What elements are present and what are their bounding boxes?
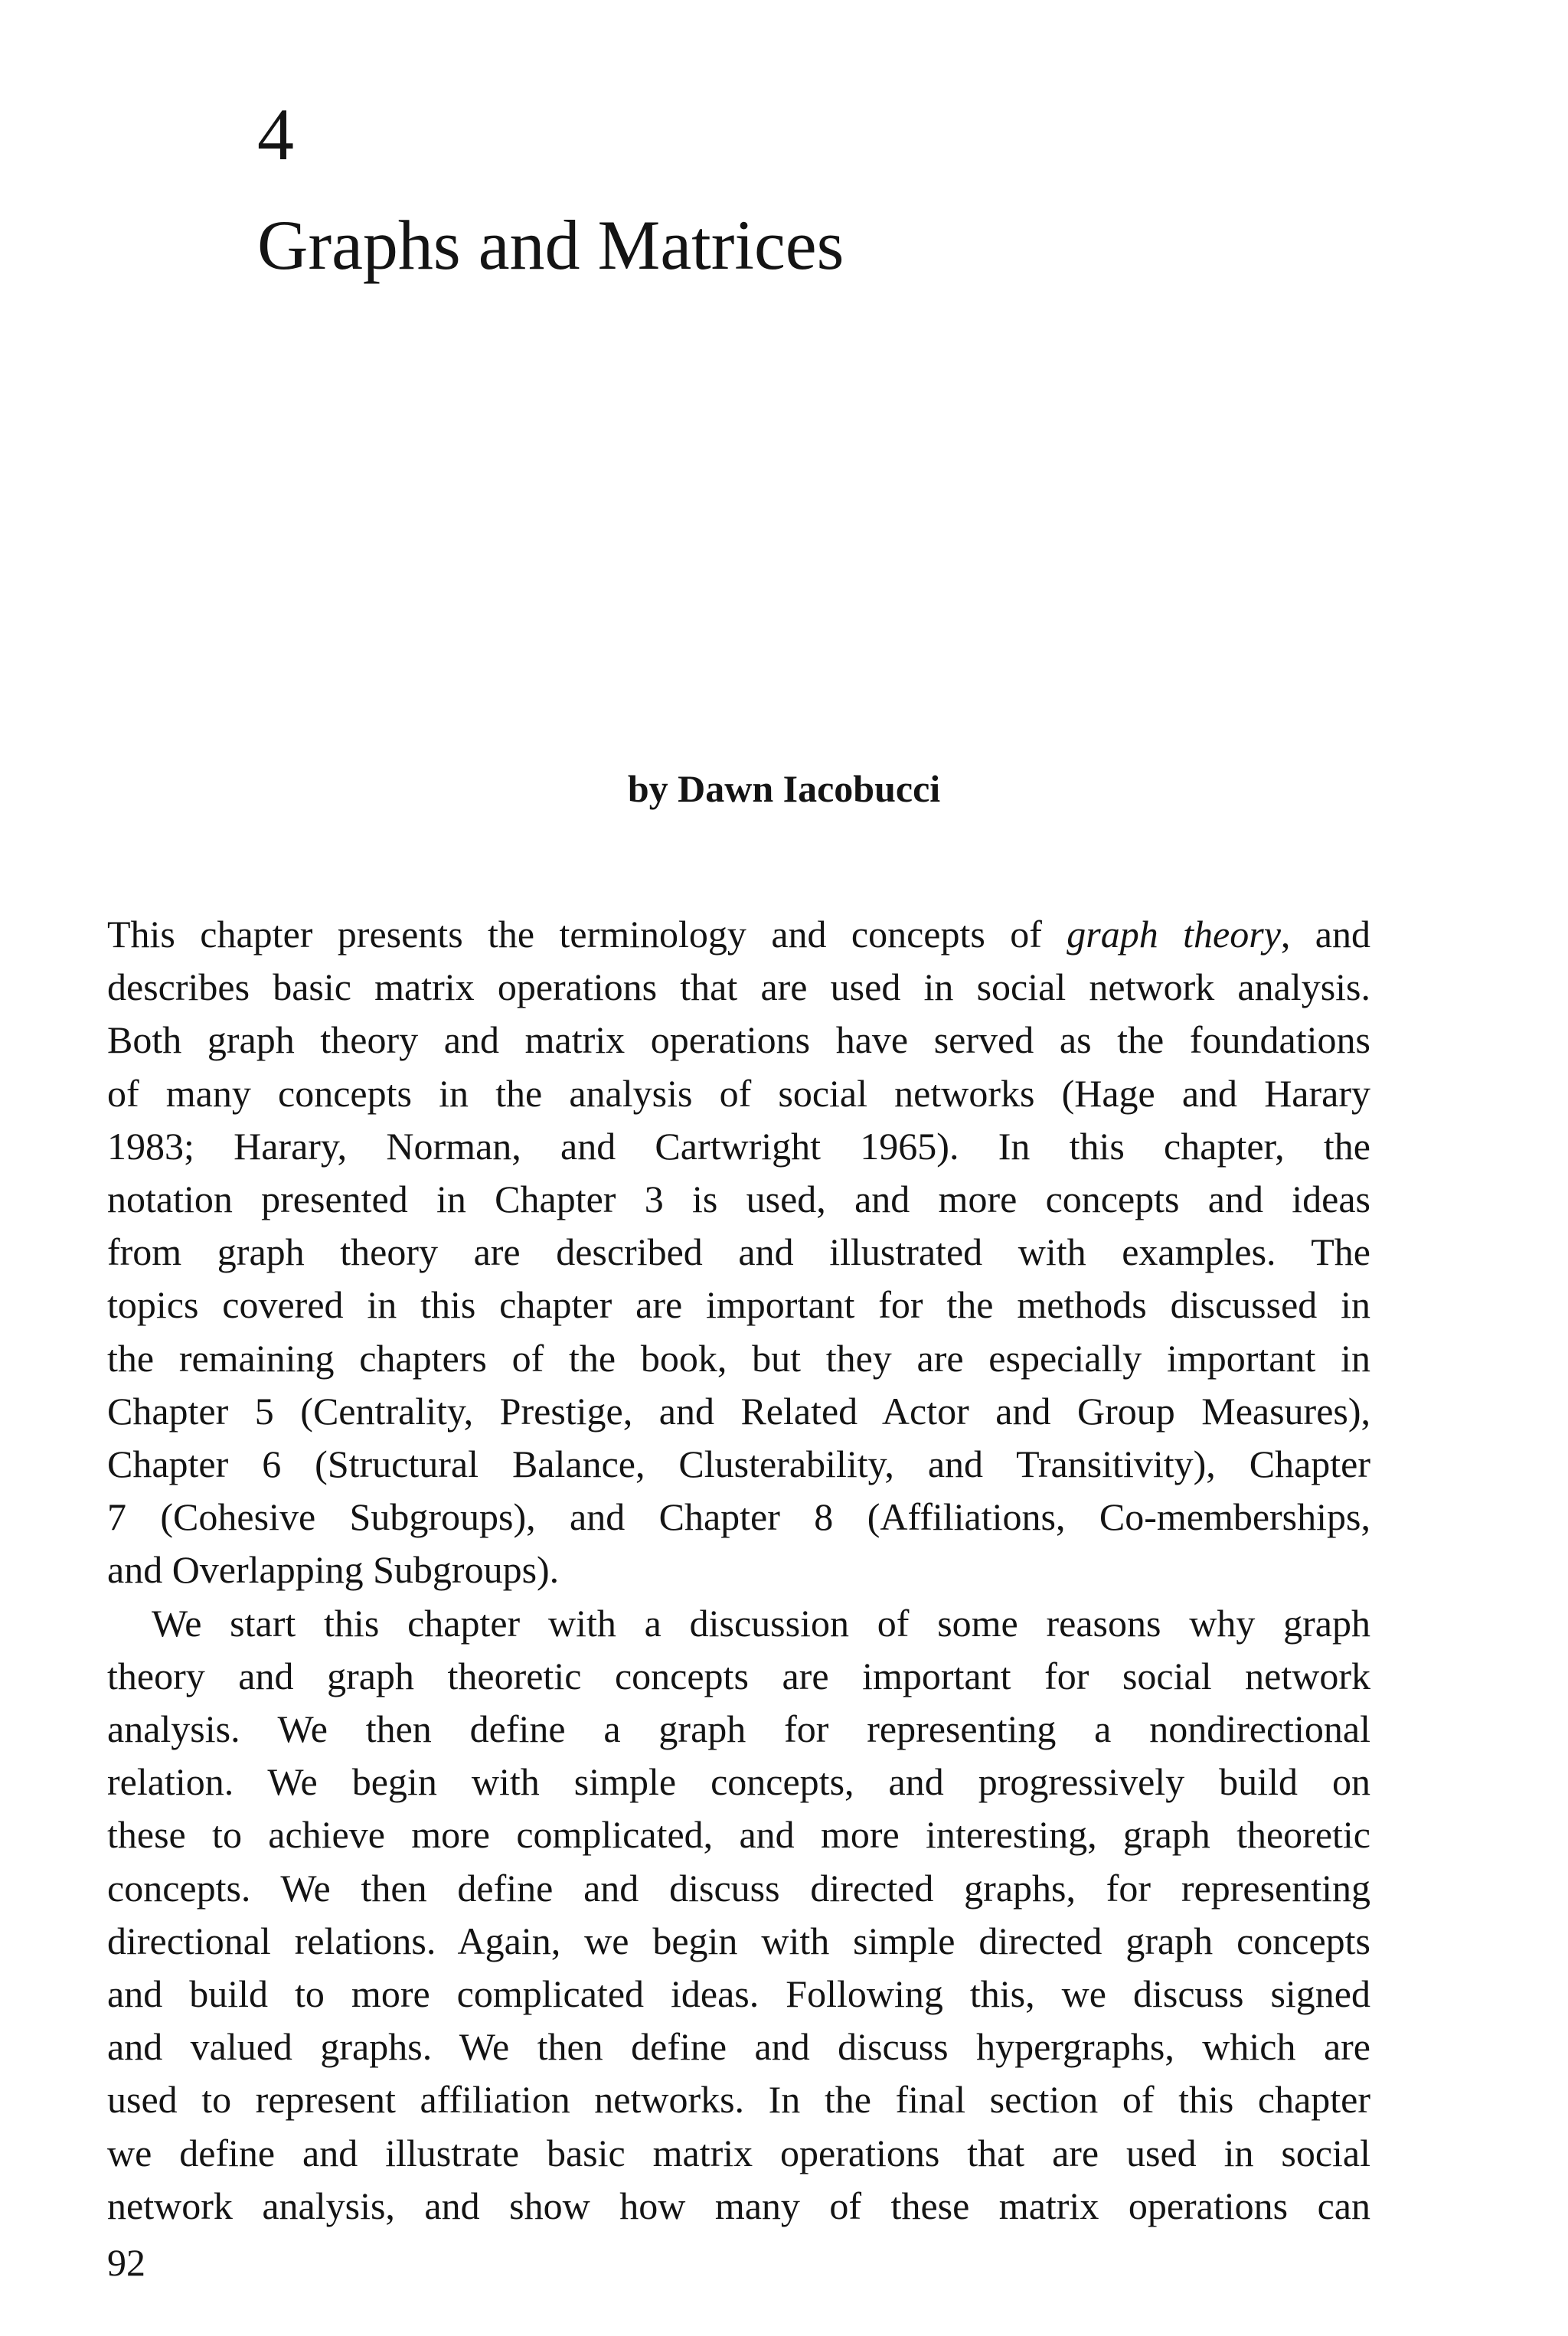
- paragraph-overview: [107, 1597, 1370, 2233]
- text-line: we define and illustrate basic matrix operations that are used in social: [107, 2131, 1370, 2174]
- text-line: relation. We begin with simple concepts, and progressively build on: [107, 1760, 1370, 1804]
- emphasis-term: graph theory: [1067, 913, 1281, 956]
- text-line: Chapter 6 (Structural Balance, Clusterability, and Transitivity), Chapter: [107, 1442, 1370, 1486]
- text-line: network analysis, and show how many of these matrix operations can: [107, 2184, 1370, 2227]
- text-line: describes basic matrix operations that are used in social network analysis.: [107, 965, 1370, 1009]
- text-line: and build to more complicated ideas. Following this, we discuss signed: [107, 1972, 1370, 2016]
- text-line: from graph theory are described and illustrated with examples. The: [107, 1230, 1370, 1274]
- text-line: Both graph theory and matrix operations have served as the foundations: [107, 1018, 1370, 1062]
- text-line: Chapter 5 (Centrality, Prestige, and Related Actor and Group Measures),: [107, 1389, 1370, 1433]
- text-line: and Overlapping Subgroups).: [107, 1548, 560, 1592]
- text-line: topics covered in this chapter are important for the methods discussed in: [107, 1283, 1370, 1327]
- text-line: directional relations. Again, we begin with simple directed graph concepts: [107, 1919, 1370, 1962]
- text-line: analysis. We then define a graph for representing a nondirectional: [107, 1707, 1370, 1751]
- text-line: of many concepts in the analysis of social networks (Hage and Harary: [107, 1071, 1370, 1115]
- text-line: these to achieve more complicated, and more interesting, graph theoretic: [107, 1813, 1370, 1857]
- text-line: 1983; Harary, Norman, and Cartwright 1965). In this chapter, the: [107, 1124, 1370, 1168]
- paragraph-intro: [107, 908, 1370, 1597]
- text-line: used to represent affiliation networks. In the final section of this chapter: [107, 2078, 1370, 2122]
- text-line: 7 (Cohesive Subgroups), and Chapter 8 (Affiliations, Co-memberships,: [107, 1495, 1370, 1539]
- chapter-title: Graphs and Matrices: [257, 206, 844, 284]
- text-line: We start this chapter with a discussion of some reasons why graph: [152, 1601, 1370, 1645]
- body-text: [107, 908, 1370, 2233]
- page-number: 92: [107, 2241, 145, 2284]
- text-line: the remaining chapters of the book, but they are especially important in: [107, 1336, 1370, 1380]
- text-line: and valued graphs. We then define and discuss hypergraphs, which are: [107, 2025, 1370, 2069]
- text-line: This chapter presents the terminology and concepts of graph theory, and: [107, 913, 1370, 956]
- text-line: concepts. We then define and discuss directed graphs, for representing: [107, 1866, 1370, 1910]
- chapter-number: 4: [257, 93, 294, 175]
- text-line: theory and graph theoretic concepts are important for social network: [107, 1654, 1370, 1697]
- text-line: notation presented in Chapter 3 is used, and more concepts and ideas: [107, 1178, 1370, 1221]
- chapter-author: by Dawn Iacobucci: [627, 767, 941, 810]
